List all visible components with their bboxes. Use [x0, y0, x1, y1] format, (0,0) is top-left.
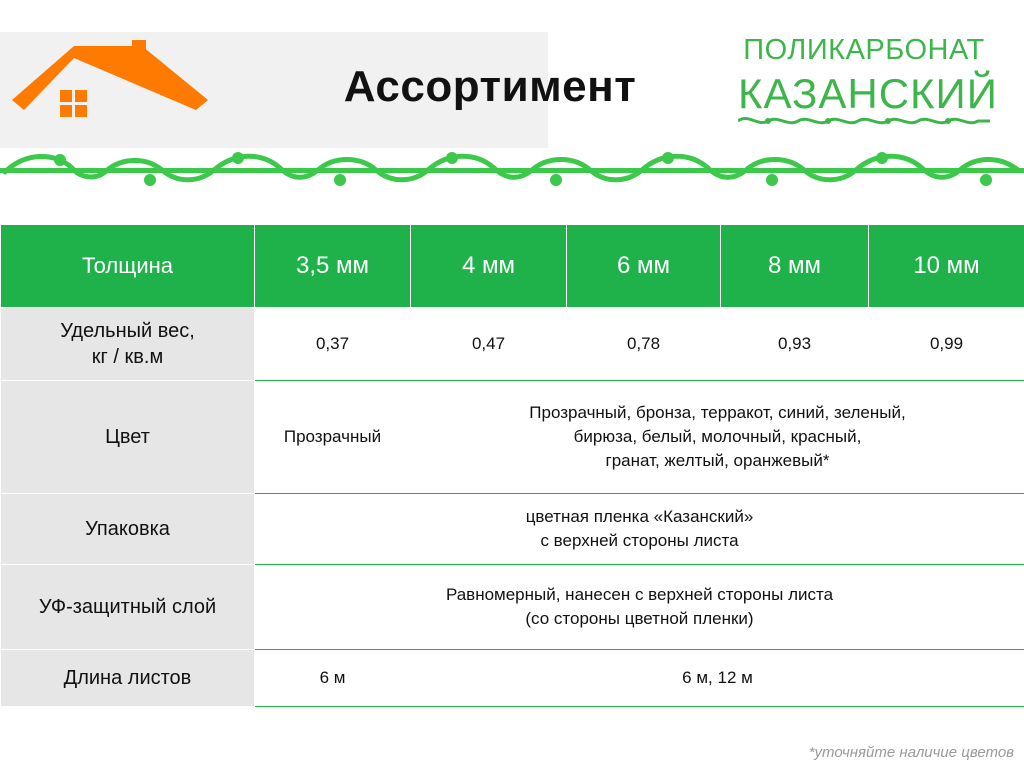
- color-value-rest: [411, 381, 1024, 494]
- weight-value-4: 0,93: [721, 308, 869, 381]
- weight-value-5: 0,99: [869, 308, 1024, 381]
- packaging-value: [255, 494, 1024, 565]
- row-label-weight-line-2: кг / кв.м: [91, 346, 164, 368]
- color-rest-line-1: Прозрачный, бронза, терракот, синий, зеленый,: [529, 403, 906, 422]
- footnote: *уточняйте наличие цветов: [808, 744, 1014, 761]
- uv-line-1: Равномерный, нанесен с верхней стороны листа: [445, 585, 834, 604]
- table-header-row: [1, 225, 1024, 308]
- color-rest-line-3: гранат, желтый, оранжевый*: [605, 451, 830, 470]
- row-label-packaging: Упаковка: [1, 494, 255, 565]
- uv-line-2: (со стороны цветной пленки): [525, 609, 754, 628]
- table-row-length: [1, 650, 1024, 707]
- color-value-first: Прозрачный: [255, 381, 411, 494]
- weight-value-2: 0,47: [411, 308, 567, 381]
- header-thickness-3: 6 мм: [567, 225, 721, 308]
- brand-ornament-icon: [738, 112, 990, 128]
- length-value-rest: 6 м, 12 м: [411, 650, 1024, 707]
- row-label-weight: [1, 308, 255, 381]
- table-row-packaging: [1, 494, 1024, 565]
- header-thickness-5: 10 мм: [869, 225, 1024, 308]
- weight-value-1: 0,37: [255, 308, 411, 381]
- brand-logo: [738, 32, 998, 128]
- header-thickness-4: 8 мм: [721, 225, 869, 308]
- packaging-line-2: с верхней стороны листа: [540, 531, 739, 550]
- table-row-color: [1, 381, 1024, 494]
- length-value-first: 6 м: [255, 650, 411, 707]
- weight-value-3: 0,78: [567, 308, 721, 381]
- header-thickness-2: 4 мм: [411, 225, 567, 308]
- packaging-line-1: цветная пленка «Казанский»: [525, 507, 754, 526]
- brand-line-2: КАЗАНСКИЙ: [738, 70, 998, 117]
- color-rest-line-2: бирюза, белый, молочный, красный,: [573, 427, 862, 446]
- uv-value: [255, 565, 1024, 650]
- page-title: Ассортимент: [343, 62, 637, 111]
- row-label-weight-line-1: Удельный вес,: [60, 320, 195, 342]
- row-label-uv: УФ-защитный слой: [1, 565, 255, 650]
- row-label-length: Длина листов: [1, 650, 255, 707]
- table-row-weight: [1, 308, 1024, 381]
- table-row-uv: [1, 565, 1024, 650]
- header-thickness-1: 3,5 мм: [255, 225, 411, 308]
- header-label-thickness: Толщина: [1, 225, 255, 308]
- green-ornament-border-icon: [0, 146, 1024, 192]
- brand-line-1: ПОЛИКАРБОНАТ: [743, 34, 985, 66]
- assortment-table: [0, 224, 1024, 707]
- house-roof-icon: [12, 38, 212, 128]
- row-label-color: Цвет: [1, 381, 255, 494]
